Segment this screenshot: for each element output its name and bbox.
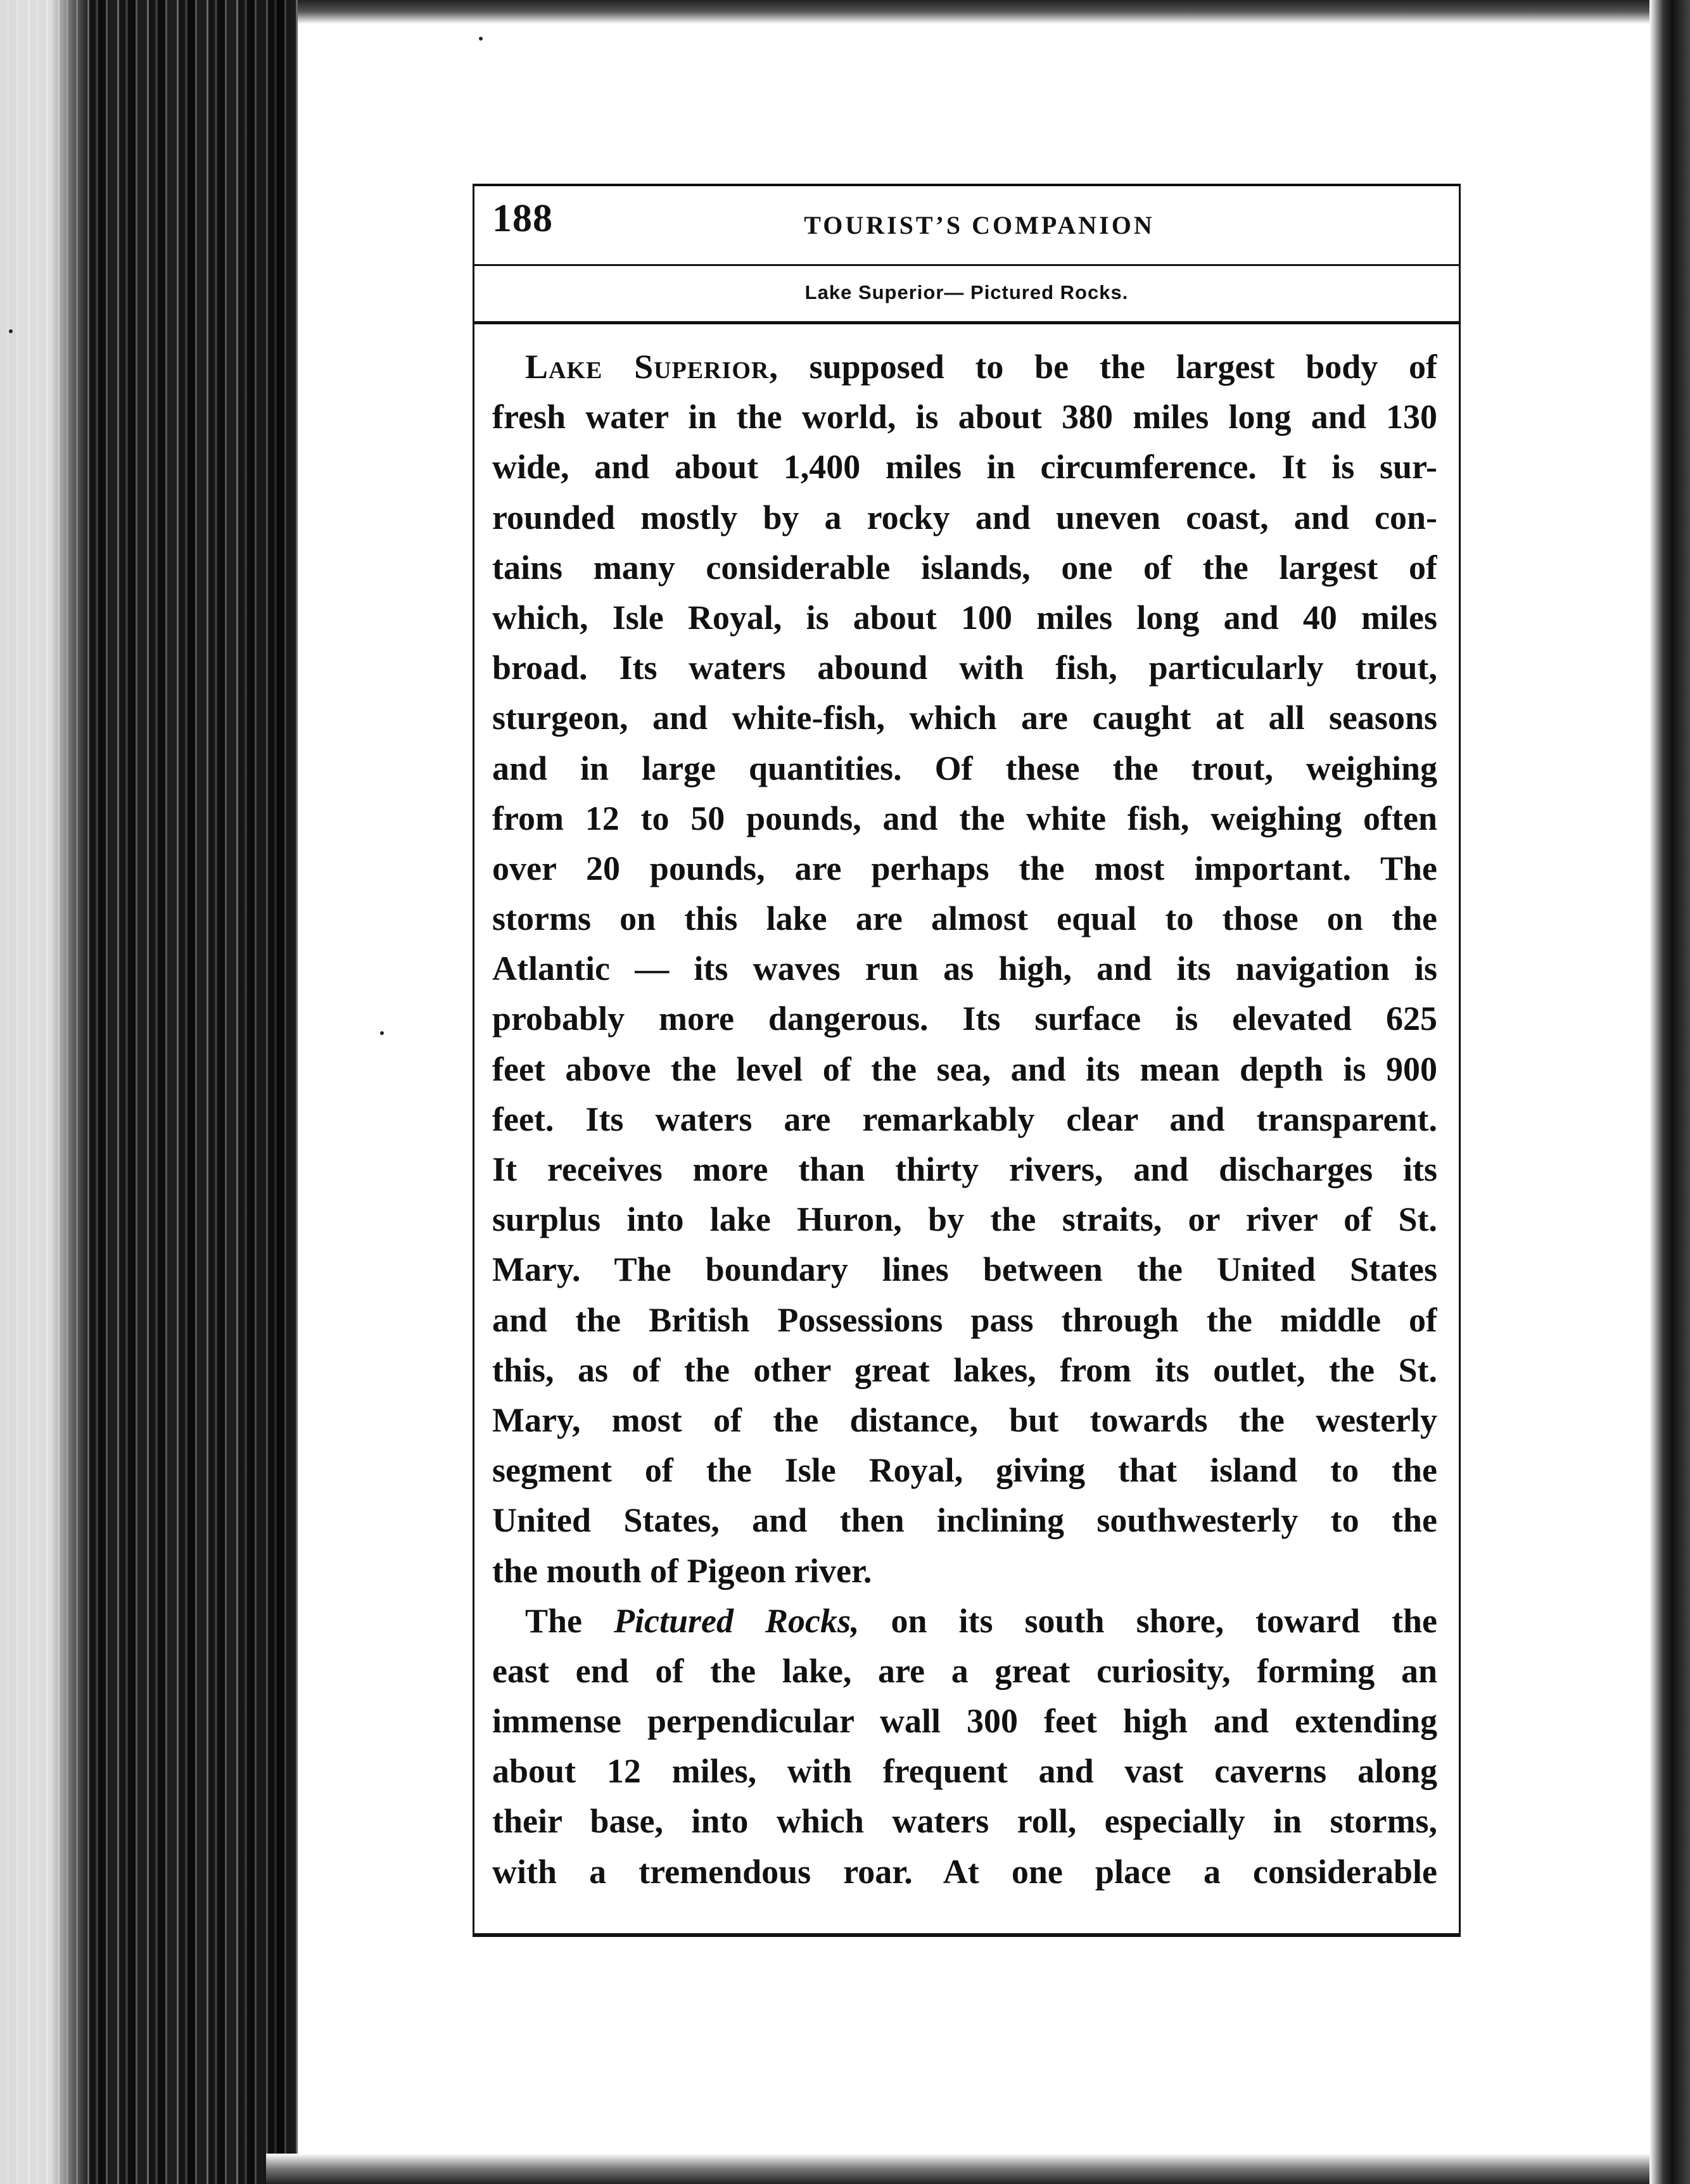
text-line: about 12 miles, with frequent and vast caverns along xyxy=(492,1752,1437,1791)
text-line: immense perpendicular wall 300 feet high and extending xyxy=(492,1702,1437,1741)
text-line: storms on this lake are almost equal to those on the xyxy=(492,899,1437,938)
text-line: and in large quantities. Of these the trout, weighing xyxy=(492,749,1437,787)
text-line: this, as of the other great lakes, from its outlet, the St. xyxy=(492,1350,1437,1389)
text-line: It receives more than thirty rivers, and discharges its xyxy=(492,1150,1437,1188)
running-head: TOURIST’S COMPANION xyxy=(804,211,1155,239)
text-line: sturgeon, and white-fish, which are caught at all seasons xyxy=(492,699,1437,737)
text-line: wide, and about 1,400 miles in circumference. It is sur- xyxy=(492,448,1437,486)
text-line: surplus into lake Huron, by the straits, or river of St. xyxy=(492,1200,1437,1239)
facing-page-edge xyxy=(1649,0,1690,2184)
italic-phrase: Pictured Rocks, xyxy=(614,1601,860,1640)
text-line: fresh water in the world, is about 380 miles long and 130 xyxy=(492,398,1437,436)
text-line: with a tremendous roar. At one place a considerable xyxy=(492,1852,1437,1891)
text-line: feet. Its waters are remarkably clear and transparent. xyxy=(492,1100,1437,1138)
text-run: The xyxy=(525,1601,583,1640)
text-line: Mary. The boundary lines between the United States xyxy=(492,1250,1437,1289)
text-line: rounded mostly by a rocky and uneven coast, and con- xyxy=(492,498,1437,536)
text-line: the mouth of Pigeon river. xyxy=(492,1551,872,1590)
lead-words: Lake Superior, xyxy=(525,348,778,386)
text-line: feet above the level of the sea, and its mean depth is 900 xyxy=(492,1050,1437,1088)
text-line xyxy=(492,1596,1437,1646)
text-line: Atlantic — its waves run as high, and its navigation is xyxy=(492,949,1437,988)
text-line: and the British Possessions pass through the middle of xyxy=(492,1300,1437,1339)
text-line: which, Isle Royal, is about 100 miles long and 40 miles xyxy=(492,598,1437,637)
scan-speck xyxy=(479,37,483,41)
text-line: Mary, most of the distance, but towards the westerly xyxy=(492,1400,1437,1439)
page-number: 188 xyxy=(492,197,553,240)
text-run: supposed to be the largest body of xyxy=(809,348,1437,386)
text-line: tains many considerable islands, one of the largest of xyxy=(492,548,1437,587)
text-line xyxy=(492,342,1437,392)
top-shadow xyxy=(298,0,1690,24)
text-line: segment of the Isle Royal, giving that island to the xyxy=(492,1451,1437,1490)
subheading-row xyxy=(474,266,1459,324)
text-line: east end of the lake, are a great curiosity, forming an xyxy=(492,1651,1437,1690)
scan-speck xyxy=(9,329,13,333)
scan-speck xyxy=(380,1031,384,1035)
text-line: from 12 to 50 pounds, and the white fish, weighing often xyxy=(492,799,1437,837)
text-line: broad. Its waters abound with fish, particularly trout, xyxy=(492,649,1437,687)
bottom-shadow xyxy=(266,2154,1690,2184)
page-frame xyxy=(473,184,1461,1937)
header-row xyxy=(474,186,1459,266)
book-edge-shade xyxy=(0,0,298,2184)
text-line: over 20 pounds, are perhaps the most important. The xyxy=(492,849,1437,887)
text-run: on its south shore, toward the xyxy=(891,1601,1437,1640)
text-line: probably more dangerous. Its surface is elevated 625 xyxy=(492,1000,1437,1038)
text-line: United States, and then inclining southwesterly to the xyxy=(492,1501,1437,1540)
text-line: their base, into which waters roll, especially in storms, xyxy=(492,1802,1437,1841)
section-subheading: Lake Superior— Pictured Rocks. xyxy=(804,281,1129,303)
body-text xyxy=(492,342,1437,1897)
